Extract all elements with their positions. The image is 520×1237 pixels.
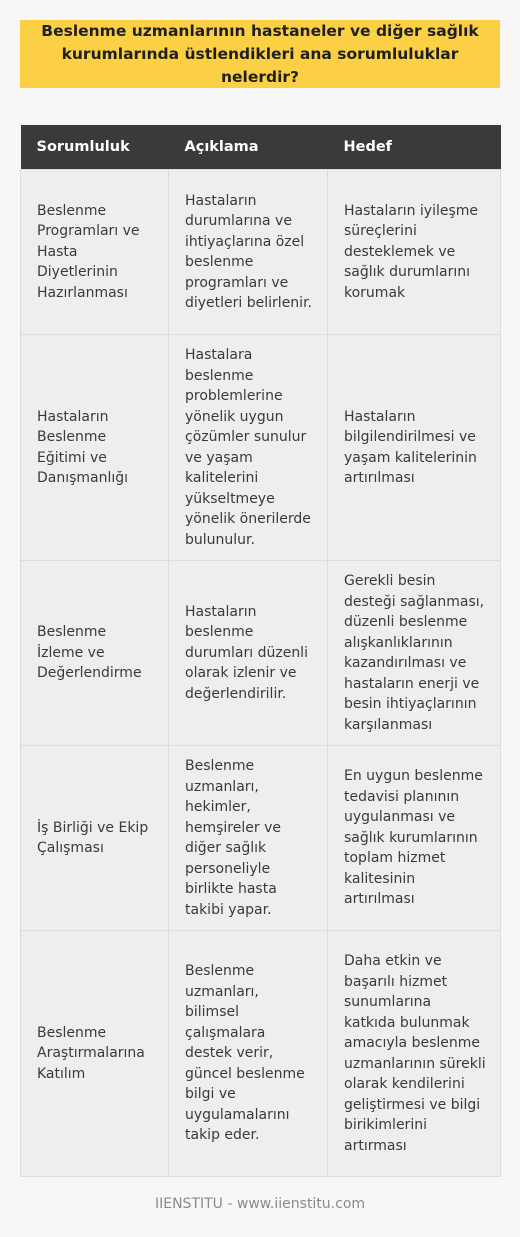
cell-sorumluluk: Beslenme Programları ve Hasta Diyetlerinin Hazırlanması <box>21 170 169 335</box>
page-title: Beslenme uzmanlarının hastaneler ve diğer sağlık kurumlarında üstlendikleri ana sorumluluklar nelerdir? <box>41 21 479 86</box>
cell-hedef: Hastaların iyileşme süreçlerini desteklemek ve sağlık durumlarını korumak <box>328 170 501 335</box>
table-header-row <box>21 125 501 170</box>
cell-hedef: En uygun beslenme tedavisi planının uygulanması ve sağlık kurumlarının toplam hizmet kalitesinin artırılması <box>328 746 501 931</box>
cell-hedef: Gerekli besin desteği sağlanması, düzenli beslenme alışkanlıklarının kazandırılması ve hastaların enerji ve besin ihtiyaçlarının karşılanması <box>328 561 501 746</box>
table-row <box>21 335 501 561</box>
cell-aciklama: Hastalara beslenme problemlerine yönelik uygun çözümler sunulur ve yaşam kalitelerini yükseltmeye yönelik önerilerde bulunulur. <box>169 335 328 561</box>
cell-hedef: Daha etkin ve başarılı hizmet sunumlarına katkıda bulunmak amacıyla beslenme uzmanlarının sürekli olarak kendilerini geliştirmesi ve bilgi birikimlerini artırması <box>328 931 501 1177</box>
table-row <box>21 746 501 931</box>
table-row <box>21 561 501 746</box>
title-banner <box>20 20 500 88</box>
table-row <box>21 931 501 1177</box>
cell-sorumluluk: İş Birliği ve Ekip Çalışması <box>21 746 169 931</box>
cell-hedef: Hastaların bilgilendirilmesi ve yaşam kalitelerinin artırılması <box>328 335 501 561</box>
table-row <box>21 170 501 335</box>
cell-sorumluluk: Beslenme Araştırmalarına Katılım <box>21 931 169 1177</box>
column-header-aciklama: Açıklama <box>169 125 328 170</box>
cell-aciklama: Hastaların durumlarına ve ihtiyaçlarına özel beslenme programları ve diyetleri belirlenir. <box>169 170 328 335</box>
column-header-sorumluluk: Sorumluluk <box>21 125 169 170</box>
responsibilities-table <box>20 125 501 1177</box>
cell-sorumluluk: Beslenme İzleme ve Değerlendirme <box>21 561 169 746</box>
column-header-hedef: Hedef <box>328 125 501 170</box>
cell-aciklama: Beslenme uzmanları, hekimler, hemşireler ve diğer sağlık personeliyle birlikte hasta takibi yapar. <box>169 746 328 931</box>
cell-sorumluluk: Hastaların Beslenme Eğitimi ve Danışmanlığı <box>21 335 169 561</box>
cell-aciklama: Beslenme uzmanları, bilimsel çalışmalara destek verir, güncel beslenme bilgi ve uygulamalarını takip eder. <box>169 931 328 1177</box>
footer-credit: IIENSTITU - www.iienstitu.com <box>154 1196 366 1212</box>
cell-aciklama: Hastaların beslenme durumları düzenli olarak izlenir ve değerlendirilir. <box>169 561 328 746</box>
